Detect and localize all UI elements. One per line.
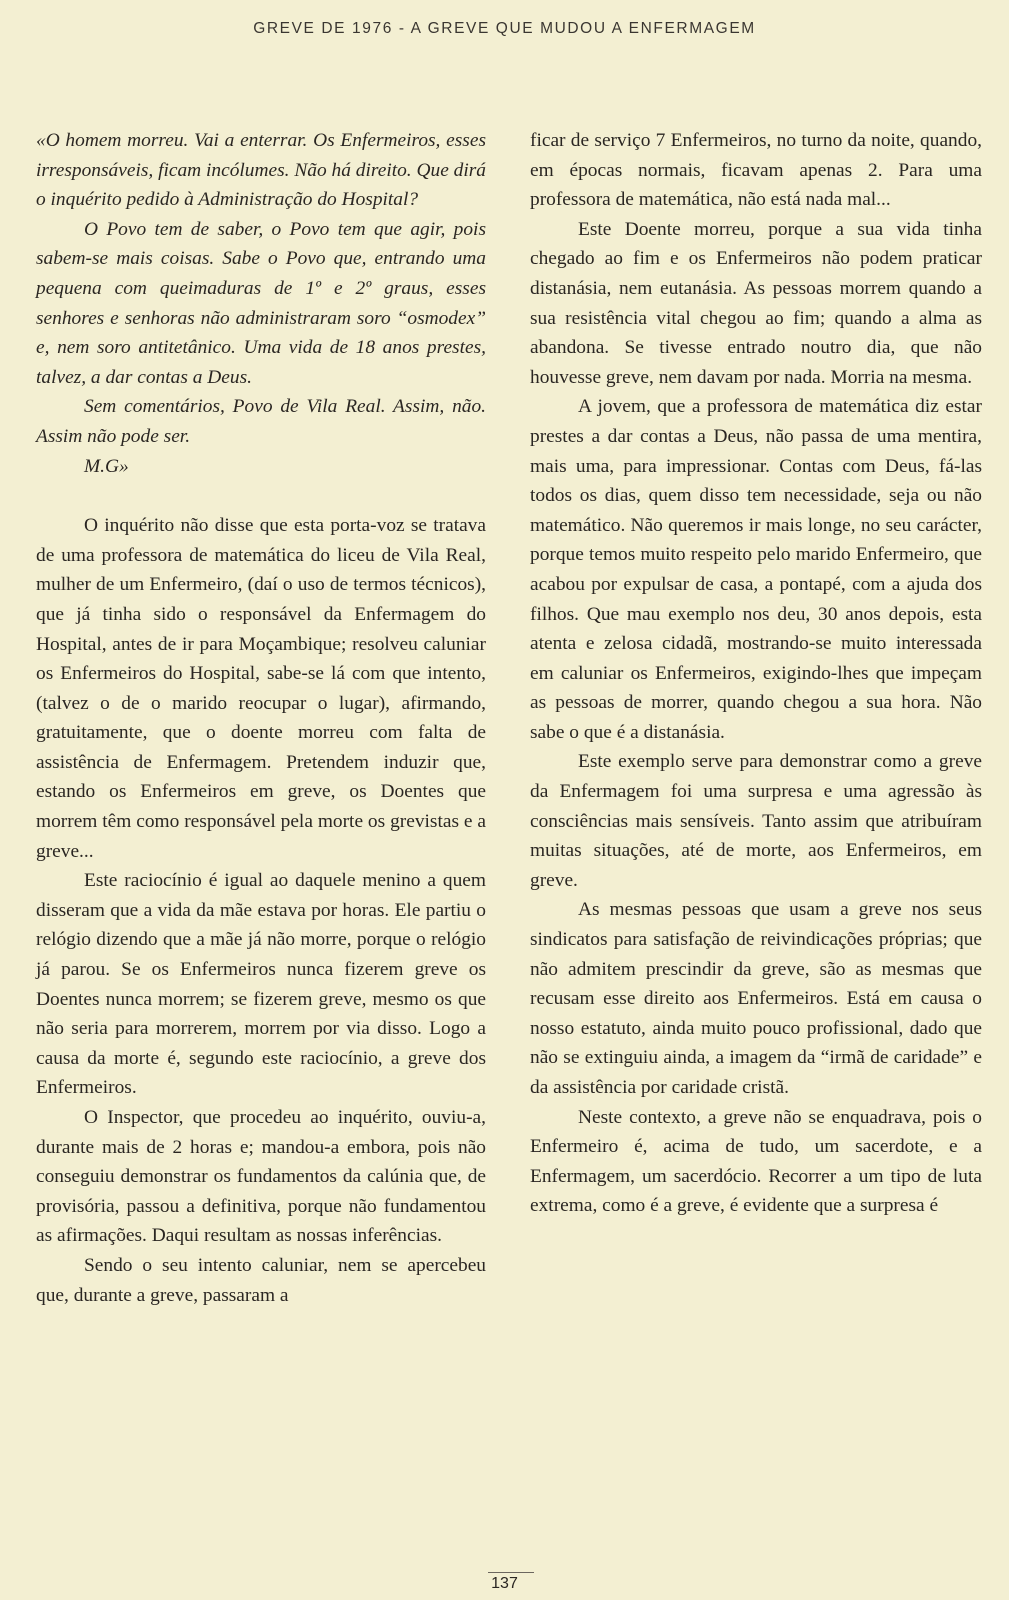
- page-number-rule: [488, 1572, 534, 1573]
- quote-paragraph: Sem comentários, Povo de Vila Real. Assim, não. Assim não pode ser.: [36, 396, 486, 447]
- left-column: [36, 126, 486, 1310]
- body-paragraph: Este Doente morreu, porque a sua vida tinha chegado ao fim e os Enfermeiros não podem praticar distanásia, nem eutanásia. As pessoas morrem quando a sua resistência vital chegou ao fim; quando a alma as abandona. Se tivesse entrado noutro dia, que não houvesse greve, nem davam por nada. Morria na mesma.: [530, 218, 982, 388]
- page-number: 137: [491, 1575, 518, 1592]
- body-paragraph: Este raciocínio é igual ao daquele menino a quem disseram que a vida da mãe estava por horas. Ele partiu o relógio dizendo que a mãe já não morre, porque o relógio já parou. Se os Enfermeiros nunca fizerem greve os Doentes nunca morrem; se fizerem greve, mesmo os que não seria para morrerem, morrem por via disso. Logo a causa da morte é, segundo este raciocínio, a greve dos Enfermeiros.: [36, 870, 486, 1099]
- quote-signature: M.G»: [84, 455, 129, 477]
- body-paragraph: A jovem, que a professora de matemática diz estar prestes a dar contas a Deus, não passa de uma mentira, mais uma, para impressionar. Contas com Deus, fá-las todos os dias, quem disso tem necessidade, seja ou não matemático. Não queremos ir mais longe, no seu carácter, porque temos muito respeito pelo marido Enfermeiro, que acabou por expulsar de casa, a pontapé, com a ajuda dos filhos. Que mau exemplo nos deu, 30 anos depois, esta atenta e zelosa cidadã, mostrando-se muito interessada em caluniar os Enfermeiros, exigindo-lhes que impeçam as pessoas de morrer, quando chegou a sua hora. Não sabe o que é a distanásia.: [530, 396, 982, 743]
- body-paragraph: Este exemplo serve para demonstrar como a greve da Enfermagem foi uma surpresa e uma agressão às consciências mais sensíveis. Tanto assim que atribuíram muitas situações, até de morte, aos Enfermeiros, em greve.: [530, 751, 982, 891]
- quote-paragraph: «O homem morreu. Vai a enterrar. Os Enfermeiros, esses irresponsáveis, ficam incólumes. Não há direito. Que dirá o inquérito pedido à Administração do Hospital?: [36, 130, 486, 211]
- quote-paragraph: O Povo tem de saber, o Povo tem que agir, pois sabem-se mais coisas. Sabe o Povo que, entrando uma pequena com queimaduras de 1º e 2º graus, esses senhores e senhoras não administraram soro “osmodex” e, nem soro antitetânico. Uma vida de 18 anos prestes, talvez, a dar contas a Deus.: [36, 218, 486, 388]
- body-paragraph: O inquérito não disse que esta porta-voz se tratava de uma professora de matemática do liceu de Vila Real, mulher de um Enfermeiro, (daí o uso de termos técnicos), que já tinha sido o responsável da Enfermagem do Hospital, antes de ir para Moçambique; resolveu caluniar os Enfermeiros do Hospital, sabe-se lá com que intento, (talvez o de o marido reocupar o lugar), afirmando, gratuitamente, que o doente morreu com falta de assistência de Enfermagem. Pretendem induzir que, estando os Enfermeiros em greve, os Doentes que morrem têm como responsável pela morte os grevistas e a greve...: [36, 515, 486, 862]
- body-paragraph: As mesmas pessoas que usam a greve nos seus sindicatos para satisfação de reivindicações próprias; que não admitem prescindir da greve, são as mesmas que recusam esse direito aos Enfermeiros. Está em causa o nosso estatuto, ainda muito pouco profissional, dado que não se extinguiu ainda, a imagem da “irmã de caridade” e da assistência por caridade cristã.: [530, 899, 982, 1098]
- body-paragraph: Neste contexto, a greve não se enquadrava, pois o Enfermeiro é, acima de tudo, um sacerdote, e a Enfermagem, um sacerdócio. Recorrer a um tipo de luta extrema, como é a greve, é evidente que a surpresa é: [530, 1106, 982, 1217]
- body-paragraph: Sendo o seu intento caluniar, nem se apercebeu que, durante a greve, passaram a: [36, 1254, 486, 1306]
- body-paragraph: ficar de serviço 7 Enfermeiros, no turno da noite, quando, em épocas normais, ficavam apenas 2. Para uma professora de matemática, não está nada mal...: [530, 130, 982, 211]
- body-paragraph: O Inspector, que procedeu ao inquérito, ouviu-a, durante mais de 2 horas e; mandou-a embora, pois não conseguiu demonstrar os fundamentos da calúnia que, de provisória, passou a definitiva, porque não fundamentou as afirmações. Daqui resultam as nossas inferências.: [36, 1107, 486, 1247]
- running-header: GREVE DE 1976 - A GREVE QUE MUDOU A ENFERMAGEM: [253, 20, 756, 37]
- right-column: [530, 126, 982, 1221]
